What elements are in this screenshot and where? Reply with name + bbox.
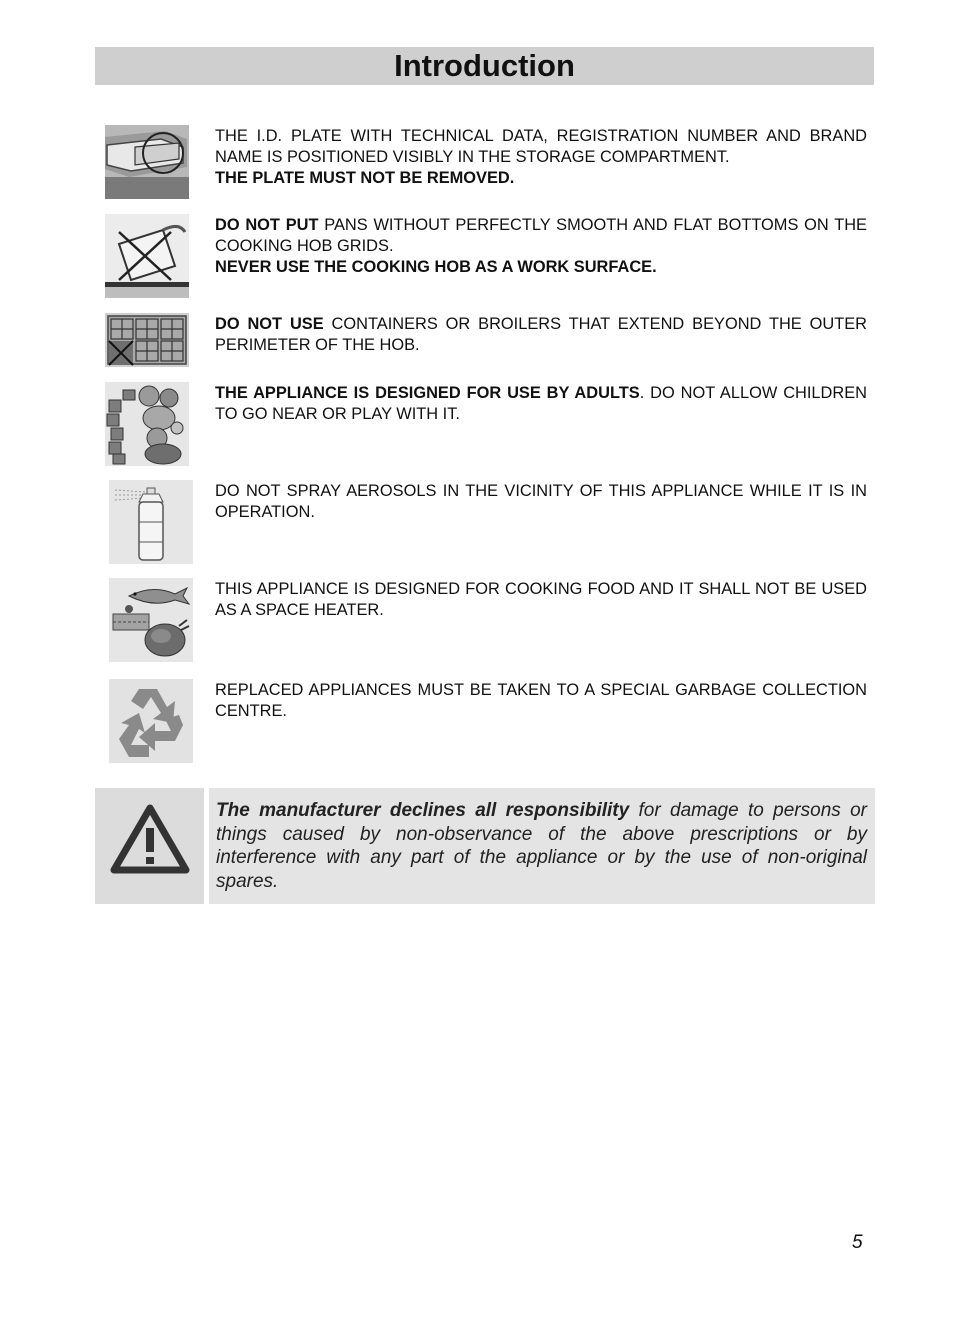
item-text: DO NOT USE CONTAINERS OR BROILERS THAT EXTEND BEYOND THE OUTER PERIMETER OF THE HOB. (215, 315, 867, 354)
title-bar (95, 47, 874, 85)
item-text: THE I.D. PLATE WITH TECHNICAL DATA, REGISTRATION NUMBER AND BRAND NAME IS POSITIONED VISIBLY IN THE STORAGE COMPARTMENT. THE PLATE MUST NOT BE REMOVED. (215, 127, 867, 187)
page-number: 5 (852, 1232, 863, 1253)
warning-text: The manufacturer declines all responsibility for damage to persons or things caused by non-observance of the above prescriptions or by interference with any part of the appliance or by the use of non-original spares. (216, 800, 867, 892)
warning-triangle-icon (109, 802, 191, 876)
page-title: Introduction (394, 48, 575, 83)
recycle-icon (109, 679, 193, 763)
no-pan-icon (105, 214, 189, 298)
aerosol-icon (109, 480, 193, 564)
children-icon (105, 382, 189, 466)
item-text: THE APPLIANCE IS DESIGNED FOR USE BY ADULTS. DO NOT ALLOW CHILDREN TO GO NEAR OR PLAY WITH IT. (215, 384, 867, 423)
item-text: DO NOT PUT PANS WITHOUT PERFECTLY SMOOTH AND FLAT BOTTOMS ON THE COOKING HOB GRIDS. NEVER USE THE COOKING HOB AS A WORK SURFACE. (215, 216, 867, 276)
item-text: THIS APPLIANCE IS DESIGNED FOR COOKING FOOD AND IT SHALL NOT BE USED AS A SPACE HEATER. (215, 580, 867, 619)
hob-perimeter-icon (105, 313, 189, 367)
warning-icon-panel (95, 788, 204, 904)
item-text: DO NOT SPRAY AEROSOLS IN THE VICINITY OF THIS APPLIANCE WHILE IT IS IN OPERATION. (215, 482, 867, 521)
item-text: REPLACED APPLIANCES MUST BE TAKEN TO A SPECIAL GARBAGE COLLECTION CENTRE. (215, 681, 867, 720)
food-icon (109, 578, 193, 662)
id-plate-drawer-icon (105, 125, 189, 199)
